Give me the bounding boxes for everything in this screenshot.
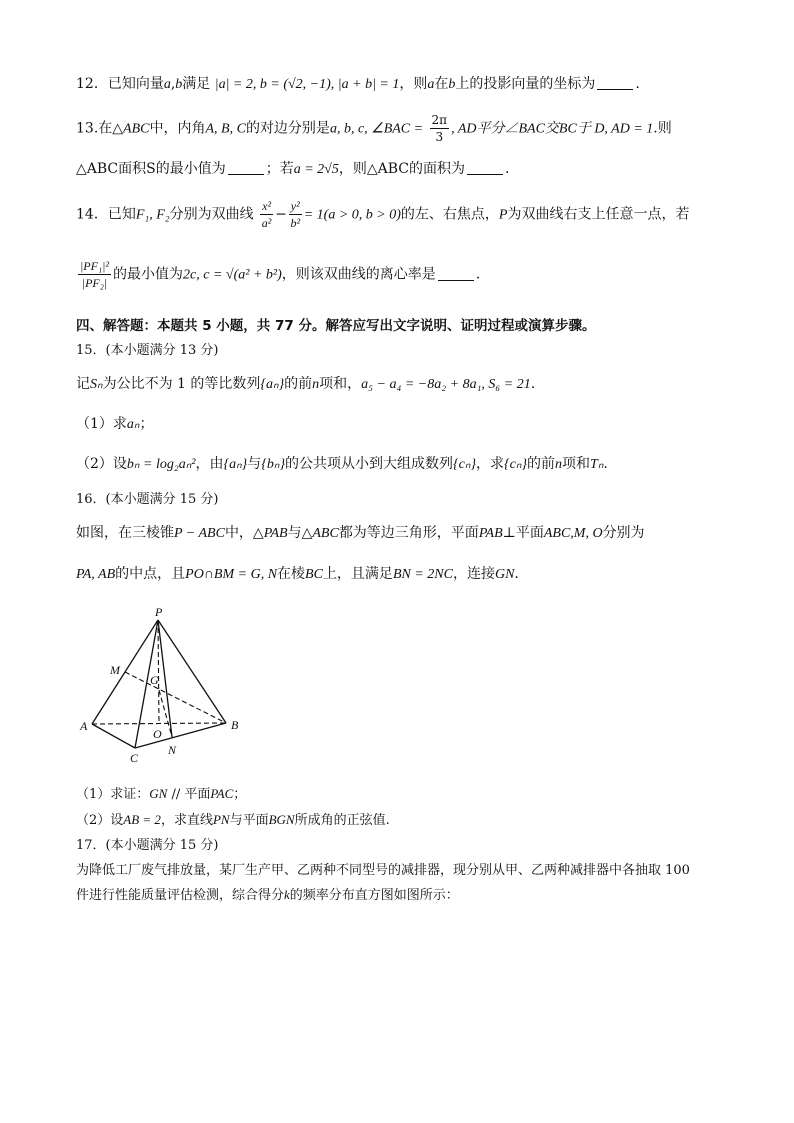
question-15-part-2: （2）设bₙ = log₂aₙ²，由{aₙ}与{bₙ}的公共项从小到大组成数列{cₙ}，求{cₙ}的前n项和Tₙ. [76,456,608,472]
label-P: P [155,606,163,619]
pyramid-figure [76,606,256,766]
vector-b: b [175,77,183,92]
question-16-part-1: （1）求证：GN // 平面PAC； [76,786,247,802]
question-13-line-2: △ABC面积S的最小值为 ；若a = 2√5，则△ABC的面积为 . [76,161,510,177]
label-A: A [80,719,88,733]
section-4-heading: 四、解答题：本题共 5 小题，共 77 分。解答应写出文字说明、证明过程或演算步骤。 [76,318,596,334]
edge-AB-hidden [92,723,226,724]
question-16-body-1: 如图，在三棱锥P − ABC中，△PAB与△ABC都为等边三角形，平面PAB⊥平面ABC,M, O分别为 [76,525,645,541]
question-13-line-1: 13.在△ABC中，内角A, B, C的对边分别是a, b, c, ∠BAC = $\frac{2\pi}{3}$ , AD平分∠BAC交BC于 D, AD = 1.则 [76,113,672,144]
answer-blank [228,160,264,175]
question-17-heading: 17．(本小题满分 15 分) [76,838,219,853]
answer-blank [438,266,474,281]
angle-fraction: $\frac{2\pi}{3}$ [431,113,448,144]
vector-a: a [163,77,171,92]
edge-AC [92,724,135,748]
question-16-body-2: PA, AB的中点，且PO∩BM = G, N在棱BC上，且满足BN = 2NC，连接GN. [76,566,519,582]
segment-PO-hidden [158,620,159,724]
question-15-body: 记Sₙ为公比不为 1 的等比数列{aₙ}的前n项和，a₅ − a₄ = −8a₂ + 8a₁, S₆ = 21. [76,376,536,392]
question-12: 12．已知向量a,b满足 |a| = 2, b = (√2, −1), |a + b| = 1，则a在b上的投影向量的坐标为 . [76,76,640,92]
label-N: N [168,743,177,757]
edge-CB [135,723,226,748]
question-15-part-1: （1）求aₙ； [76,416,154,432]
question-16-heading: 16．(本小题满分 15 分) [76,492,219,507]
ratio-fraction: $\frac{\text{|PF₁|²}}{\text{|PF₂|}}$ [80,259,110,290]
label-B: B [231,718,239,732]
question-16-part-2: （2）设AB = 2，求直线PN与平面BGN所成角的正弦值. [76,812,390,828]
label-C: C [130,751,139,765]
answer-blank [467,160,503,175]
segment-MB-hidden [125,672,226,723]
label-G: G [150,673,159,687]
question-17-line-2: 件进行性能质量评估检测，综合得分k的频率分布直方图如图所示： [76,887,459,903]
question-14-line-2: $\frac{\text{|PF₁|²}}{\text{|PF₂|}}$ 的最小值为2c, c = √(a² + b²)，则该双曲线的离心率是 . [80,259,481,290]
q12-condition: |a| = 2, b = (√2, −1), |a + b| = 1 [214,77,400,92]
question-17-line-1: 为降低工厂废气排放量，某厂生产甲、乙两种不同型号的减排器，现分别从甲、乙两种减排器中各抽取 100 [76,863,690,878]
label-O: O [153,727,162,741]
answer-blank [597,75,633,90]
question-15-heading: 15．(本小题满分 13 分) [76,343,219,358]
label-M: M [110,663,120,677]
question-14-line-1: 14．已知F₁, F₂分别为双曲线 $\frac{\text{x²}}{\text{a²}}$ − $\frac{\text{y²}}{\text{b²}}$ = 1(a > 0, b > 0)的左、右焦点，P为双曲线右支上任意一点，若 [76,199,690,230]
